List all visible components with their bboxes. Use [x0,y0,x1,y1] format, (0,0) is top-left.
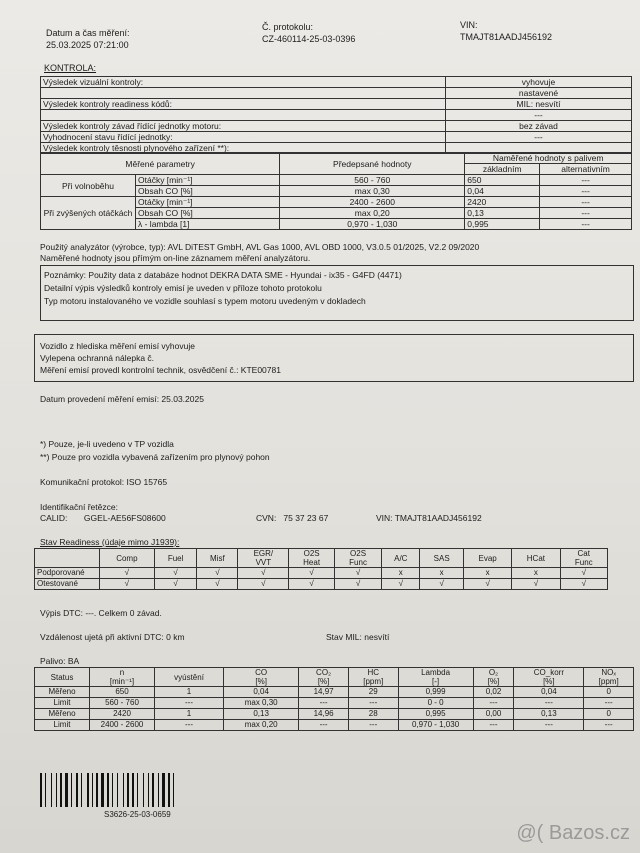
barcode-bar [150,773,151,807]
emis-cell: --- [348,720,398,731]
readiness-row-label: Otestované [35,579,100,590]
emis-cell: 14,96 [299,709,349,720]
check-value: --- [446,110,632,121]
barcode-bar [69,773,70,807]
param-alt: --- [540,186,632,197]
group-label: Při zvýšených otáčkách [41,197,136,230]
emis-cell: --- [155,698,224,709]
table-row [41,88,632,99]
table-row [35,720,634,731]
param-name: Otáčky [min⁻¹] [136,197,280,208]
readiness-cell: √ [238,579,289,590]
checks-table [40,76,632,154]
barcode-bar [135,773,136,807]
online-line: Naměřené hodnoty jsou přímým on-line záznamem měření analyzátoru. [40,253,311,263]
readiness-cell: √ [289,579,335,590]
readiness-col: O2S Func [334,549,381,568]
date-value: 25.03.2025 07:21:00 [46,40,129,50]
emis-cell: --- [299,698,349,709]
barcode-bar [53,773,55,807]
barcode-bar [94,773,95,807]
readiness-cell: √ [420,579,464,590]
protocol-label: Č. protokolu: [262,22,314,32]
table-row [41,110,632,121]
barcode-bar [158,773,159,807]
barcode-bar [132,773,134,807]
check-label: Výsledek kontroly těsnosti plynového zařízení **): [41,143,446,154]
watermark: @( Bazos.cz [516,822,630,844]
emis-header: CO [%] [224,668,299,687]
barcode-bar [148,773,149,807]
emis-cell: 0,13 [224,709,299,720]
barcode-bar [92,773,93,807]
emis-cell: --- [584,698,634,709]
param-name: Obsah CO [%] [136,186,280,197]
readiness-col: Fuel [154,549,197,568]
barcode-bar [162,773,165,807]
readiness-cell: √ [334,579,381,590]
emis-cell: 0,13 [514,709,584,720]
mil-status: Stav MIL: nesvítí [326,632,390,642]
barcode-bar [81,773,82,807]
note-line: Detailní výpis výsledků kontroly emisí je uveden v příloze tohoto protokolu [44,283,322,293]
readiness-col: Cat Func [560,549,607,568]
barcode-bar [90,773,91,807]
emis-cell: 0,970 - 1,030 [398,720,473,731]
emis-header: n [min⁻¹] [90,668,155,687]
barcode-bar [127,773,129,807]
barcode [40,773,200,807]
header-cell: Předepsané hodnoty [280,153,465,175]
header-cell: Naměřené hodnoty s palivem [465,153,632,164]
readiness-col: O2S Heat [289,549,335,568]
param-basic: 0,13 [465,208,540,219]
readiness-cell: x [512,568,560,579]
readiness-cell: x [382,568,420,579]
barcode-bar [73,773,75,807]
barcode-bar [71,773,72,807]
emis-cell: 0,999 [398,687,473,698]
table-row [41,121,632,132]
emis-cell: 2400 - 2600 [90,720,155,731]
readiness-cell: √ [512,579,560,590]
readiness-cell: √ [382,579,420,590]
emis-cell: --- [514,698,584,709]
emis-cell: 0 [584,687,634,698]
readiness-cell: √ [154,568,197,579]
table-row [35,568,608,579]
comm-protocol: Komunikační protokol: ISO 15765 [40,477,168,487]
emis-cell: max 0,20 [224,720,299,731]
param-alt: --- [540,219,632,230]
barcode-bar [114,773,116,807]
barcode-bar [107,773,109,807]
vin-value: TMAJT81AADJ456192 [460,32,553,42]
emis-header: O₂ [%] [473,668,514,687]
barcode-bar [125,773,126,807]
check-label: Výsledek kontroly readiness kódů: [41,99,446,110]
calid: CALID: GGEL-AE56FS08600 [40,513,166,523]
protocol-value: CZ-460114-25-03-0396 [262,34,356,44]
emis-cell: 0 - 0 [398,698,473,709]
emis-cell: max 0,30 [224,698,299,709]
analyzer-line: Použitý analyzátor (výrobce, typ): AVL DiTEST GmbH, AVL Gas 1000, AVL OBD 1000, V3.0.5 01/2025, V2.2 09/2020 [40,242,480,252]
check-value: --- [446,132,632,143]
dtc-distance: Vzdálenost ujetá při aktivní DTC: 0 km [40,632,185,642]
check-value: bez závad [446,121,632,132]
barcode-bar [139,773,142,807]
param-name: Otáčky [min⁻¹] [136,175,280,186]
barcode-bar [43,773,44,807]
barcode-bar [171,773,172,807]
readiness-title: Stav Readiness (údaje mimo J1939): [40,537,180,547]
check-label: Výsledek kontroly závad řídící jednotky motoru: [41,121,446,132]
readiness-cell: √ [197,579,238,590]
readiness-col: EGR/ VVT [238,549,289,568]
barcode-bar [96,773,98,807]
emis-cell: --- [473,720,514,731]
footnote: **) Pouze pro vozidla vybavená zařízením pro plynový pohon [40,452,270,462]
check-value: nastavené [446,88,632,99]
readiness-col: HCat [512,549,560,568]
readiness-col: SAS [420,549,464,568]
emis-header: HC [ppm] [348,668,398,687]
emis-cell: 1 [155,687,224,698]
emissions-table [34,667,634,731]
barcode-bar [112,773,113,807]
barcode-bar [110,773,111,807]
emis-cell: 0,02 [473,687,514,698]
cvn: CVN: 75 37 23 67 [256,513,329,523]
emis-cell: Měřeno [35,687,90,698]
readiness-cell: x [420,568,464,579]
readiness-cell: √ [560,568,607,579]
footnote: *) Pouze, je-li uvedeno v TP vozidla [40,439,174,449]
note-line: Poznámky: Použity data z databáze hodnot DEKRA DATA SME - Hyundai - ix35 - G4FD (4471) [44,270,402,280]
barcode-bar [76,773,78,807]
readiness-cell: √ [464,579,512,590]
barcode-bar [137,773,138,807]
table-row [41,77,632,88]
date-label: Datum a čas měření: [46,28,130,38]
table-row [35,579,608,590]
emis-cell: --- [348,698,398,709]
emis-cell: --- [473,698,514,709]
barcode-text: S3626-25-03-0659 [104,810,171,819]
param-alt: --- [540,197,632,208]
param-alt: --- [540,175,632,186]
emis-cell: 2420 [90,709,155,720]
emis-cell: --- [584,720,634,731]
barcode-bar [123,773,124,807]
table-row [35,698,634,709]
param-basic: 0,995 [465,219,540,230]
barcode-bar [160,773,161,807]
readiness-col: A/C [382,549,420,568]
emis-cell: 560 - 760 [90,698,155,709]
fuel: Palivo: BA [40,656,80,666]
readiness-cell: x [464,568,512,579]
emis-cell: Limit [35,720,90,731]
readiness-cell: √ [197,568,238,579]
result-line: Měření emisí provedl kontrolní technik, osvědčení č.: KTE00781 [40,365,281,375]
ident-title: Identifikační řetězce: [40,502,118,512]
header-cell: Měřené parametry [41,153,280,175]
result-line: Vylepena ochranná nálepka č. [40,353,155,363]
readiness-cell: √ [154,579,197,590]
emis-cell: 28 [348,709,398,720]
barcode-bar [166,773,167,807]
check-label: Výsledek vizuální kontroly: [41,77,446,88]
barcode-bar [51,773,52,807]
emis-cell: 0,00 [473,709,514,720]
barcode-bar [63,773,64,807]
params-table [40,152,632,230]
readiness-cell: √ [238,568,289,579]
emis-header: CO₂ [%] [299,668,349,687]
table-row [41,197,632,208]
param-alt: --- [540,208,632,219]
param-prescribed: max 0,20 [280,208,465,219]
emis-cell: 1 [155,709,224,720]
emis-header: Lambda [-] [398,668,473,687]
barcode-bar [105,773,106,807]
emis-cell: 0,04 [514,687,584,698]
date-done: Datum provedení měření emisí: 25.03.2025 [40,394,204,404]
readiness-cell: √ [560,579,607,590]
emis-header: vyústění [155,668,224,687]
barcode-bar [47,773,50,807]
vin-label: VIN: [460,20,478,30]
table-row [41,132,632,143]
barcode-bar [99,773,100,807]
readiness-row-label: Podporované [35,568,100,579]
emis-cell: 650 [90,687,155,698]
barcode-bar [119,773,122,807]
param-basic: 0,04 [465,186,540,197]
note-line: Typ motoru instalovaného ve vozidle souhlasí s typem motoru uvedeným v dokladech [44,296,366,306]
barcode-bar [152,773,154,807]
readiness-cell: √ [334,568,381,579]
emis-cell: --- [155,720,224,731]
header-cell: základním [465,164,540,175]
barcode-bar [101,773,104,807]
param-prescribed: 0,970 - 1,030 [280,219,465,230]
emis-cell: Limit [35,698,90,709]
barcode-bar [40,773,42,807]
barcode-bar [175,773,177,807]
barcode-bar [65,773,68,807]
check-label [41,110,446,121]
barcode-bar [83,773,86,807]
param-basic: 2420 [465,197,540,208]
barcode-bar [79,773,80,807]
barcode-bar [143,773,144,807]
check-value: vyhovuje [446,77,632,88]
param-name: λ - lambda [1] [136,219,280,230]
table-row [35,709,634,720]
result-line: Vozidlo z hlediska měření emisí vyhovuje [40,341,195,351]
readiness-cell: √ [100,579,155,590]
emis-header: NOₓ [ppm] [584,668,634,687]
barcode-bar [117,773,118,807]
emis-cell: --- [514,720,584,731]
header-cell: alternativním [540,164,632,175]
barcode-bar [130,773,131,807]
param-prescribed: 2400 - 2600 [280,197,465,208]
emis-cell: --- [299,720,349,731]
readiness-cell: √ [100,568,155,579]
barcode-bar [168,773,170,807]
vin-ident: VIN: TMAJT81AADJ456192 [376,513,482,523]
check-label [41,88,446,99]
check-label: Vyhodnocení stavu řídící jednotky: [41,132,446,143]
barcode-bar [145,773,147,807]
barcode-bar [87,773,89,807]
param-prescribed: max 0,30 [280,186,465,197]
barcode-bar [58,773,59,807]
param-basic: 650 [465,175,540,186]
kontrola-title: KONTROLA: [44,63,97,73]
check-value: MIL: nesvítí [446,99,632,110]
emis-header: CO_korr [%] [514,668,584,687]
readiness-table [34,548,608,590]
readiness-cell: √ [289,568,335,579]
dtc-list: Výpis DTC: ---. Celkem 0 závad. [40,608,162,618]
readiness-col: Evap [464,549,512,568]
emis-cell: 14,97 [299,687,349,698]
readiness-col: Comp [100,549,155,568]
param-prescribed: 560 - 760 [280,175,465,186]
table-row [41,175,632,186]
emis-header: Status [35,668,90,687]
table-row [35,687,634,698]
emis-cell: 29 [348,687,398,698]
group-label: Při volnoběhu [41,175,136,197]
emis-cell: Měřeno [35,709,90,720]
emis-cell: 0,995 [398,709,473,720]
barcode-bar [45,773,46,807]
emis-cell: 0 [584,709,634,720]
barcode-bar [155,773,157,807]
readiness-col: Misf [197,549,238,568]
table-row [41,99,632,110]
barcode-bar [56,773,57,807]
param-name: Obsah CO [%] [136,208,280,219]
barcode-bar [173,773,174,807]
emis-cell: 0,04 [224,687,299,698]
barcode-bar [60,773,62,807]
